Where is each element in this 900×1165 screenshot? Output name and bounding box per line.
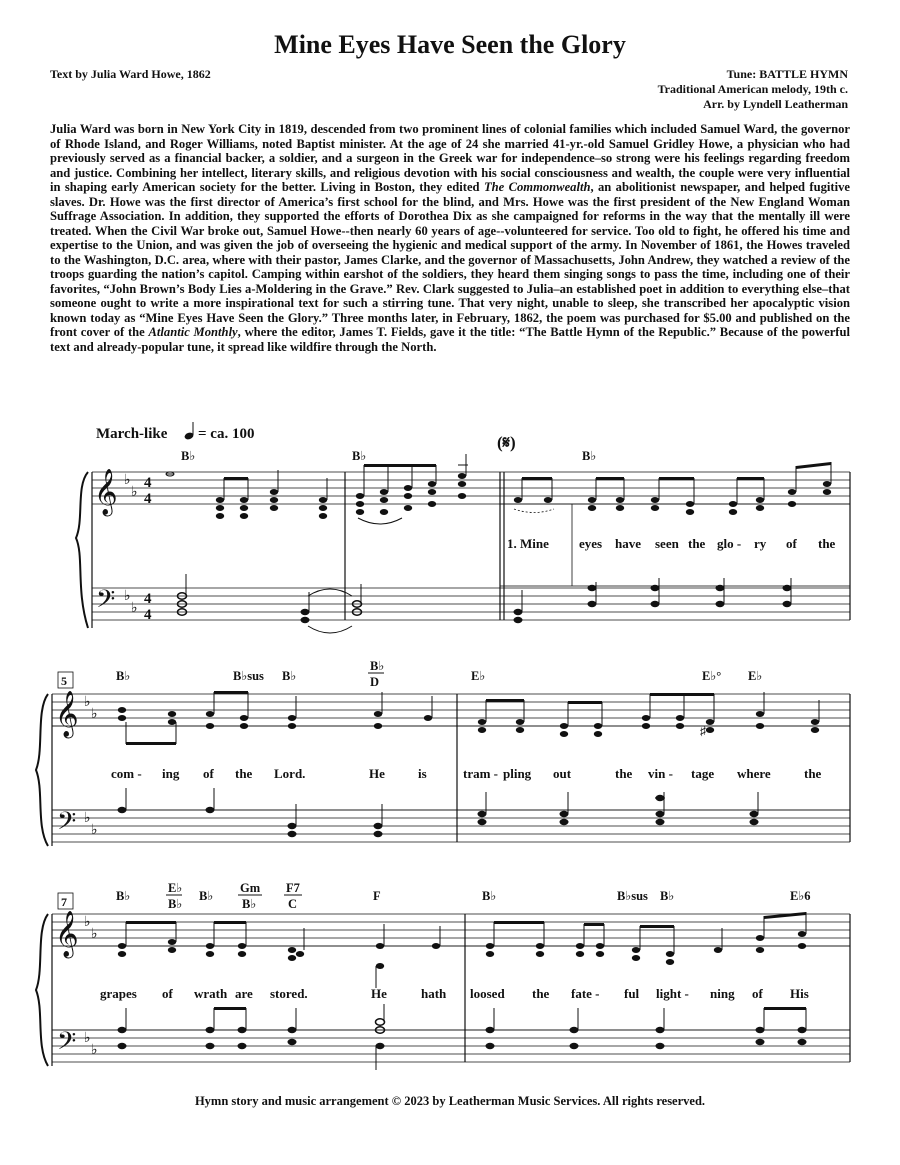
bass-staff [92, 588, 850, 620]
lyric-syllable: eyes [579, 536, 603, 551]
tune-name: Tune: BATTLE HYMN [726, 67, 848, 81]
lyric-syllable: light - [656, 986, 689, 1001]
bass-notes [118, 788, 759, 837]
chord-symbol: Gm [240, 881, 261, 895]
chord-symbol: E♭ [748, 669, 763, 683]
bass-clef-icon: 𝄢 [57, 1028, 77, 1061]
tune-origin: Traditional American melody, 19th c. [657, 82, 848, 96]
story-part-2: , an abolitionist newspaper, and helped fugitive slaves. Dr. Howe was the first director of America’s first school for the blind, and Mrs. Howe was the first president of the New England Woman Suffrage Association. In addition, they supported the efforts of Dorothea Dix as she campaigned for reforms in the way that the mentally ill were treated. When the Civil War broke out, Samuel Howe--then nearly 60 years of age--volunteered for service. Too old to fight, he offered his time and expertise to the Union, and was given the job of overseeing the hygienic and medical support of the army. In November of 1861, the Howes traveled to the Washington, D.C. area, where with their pastor, James Clarke, and the governor of Massachusetts, John Andrew, they watched a review of the troops guarding the nation’s capitol. Camping within earshot of the soldiers, they heard them singing songs to pass the time, including one of their favorites, “John Brown’s Body Lies a-Moldering in the Grave.” Rev. Clark suggested to Julia–an established poet in addition to everything else–that someone ought to write a more inspirational text for such a stirring tune. That very night, unable to sleep, she transcribed her apocalyptic vision known today as “Mine Eyes Have Seen the Glory.” Three months later, in February, 1862, the poem was purchased for $5.00 and published on the front cover of the [50, 180, 850, 339]
lyric-syllable: where [737, 766, 771, 781]
key-signature-flat-icon: ♭ [124, 473, 131, 488]
arranger: Arr. by Lyndell Leatherman [703, 97, 848, 111]
tempo-value: = ca. 100 [198, 426, 255, 442]
treble-staff [92, 472, 850, 504]
lyric-syllable: seen [655, 536, 679, 551]
lyric-syllable: stored. [270, 986, 308, 1001]
lyric-syllable: are [235, 986, 253, 1001]
chord-symbol: E♭6 [790, 889, 811, 903]
lyric-syllable: of [752, 986, 763, 1001]
bass-clef-icon: 𝄢 [96, 586, 116, 619]
lyric-syllable: out [553, 766, 572, 781]
key-signature-flat-icon: ♭ [91, 707, 98, 722]
lyric-syllable: loosed [470, 986, 505, 1001]
chord-symbol: F7 [286, 881, 300, 895]
svg-text:♯: ♯ [700, 724, 706, 738]
chord-symbol: D [370, 675, 380, 689]
lyric-syllable: wrath [194, 986, 228, 1001]
chord-symbol: B♭ [282, 669, 297, 683]
lyric-syllable: ry [754, 536, 767, 551]
lyric-syllable: ning [710, 986, 735, 1001]
story-part-3: , where the editor, James T. Fields, gave it the title: “The Battle Hymn of the Republic.” Because of the powerful text and already-popular tune, it spread like wildfire through the North. [50, 325, 850, 354]
chord-symbol: B♭ [482, 889, 497, 903]
lyric-syllable: ful [624, 986, 640, 1001]
key-signature-flat-icon: ♭ [91, 823, 98, 838]
text-credit: Text by Julia Ward Howe, 1862 [50, 67, 211, 81]
tempo-text: March-like [96, 426, 168, 442]
lyric-syllable: fate - [571, 986, 600, 1001]
brace [76, 472, 88, 628]
key-signature-flat-icon: ♭ [131, 485, 138, 500]
treble-clef-icon: 𝄞 [55, 911, 79, 956]
chord-symbol: B♭sus [617, 889, 648, 903]
lyric-syllable: vin - [648, 766, 673, 781]
lyric-syllable: pling [503, 766, 532, 781]
chord-symbol: E♭ [471, 669, 486, 683]
chord-symbol: C [288, 897, 298, 911]
chord-symbol: F [373, 889, 381, 903]
bass-staff [52, 810, 850, 842]
time-signature-bottom: 4 [144, 607, 152, 623]
segno-sign: (𝄋) [497, 433, 516, 452]
sheet-music [0, 410, 900, 1090]
key-signature-flat-icon: ♭ [91, 927, 98, 942]
hymn-story [50, 122, 850, 354]
lyric-syllable: the [532, 986, 550, 1001]
lyric-syllable: 1. Mine [507, 536, 549, 551]
copyright-footer: Hymn story and music arrangement © 2023 by Leatherman Music Services. All rights reserved. [194, 1094, 706, 1108]
chord-symbol: B♭ [370, 659, 385, 673]
chord-symbol: B♭ [116, 669, 131, 683]
lyric-syllable: have [615, 536, 641, 551]
lyric-syllable: of [162, 986, 173, 1001]
lyric-syllable: grapes [100, 986, 137, 1001]
chord-symbol: B♭ [168, 897, 183, 911]
key-signature-flat-icon: ♭ [84, 811, 91, 826]
lyric-syllable: tram - [463, 766, 499, 781]
lyric-syllable: the [818, 536, 836, 551]
key-signature-flat-icon: ♭ [91, 1043, 98, 1058]
bass-clef-icon: 𝄢 [57, 808, 77, 841]
story-title-atlantic: Atlantic Monthly [148, 325, 238, 339]
time-signature-top: 4 [144, 591, 152, 607]
chord-symbol: B♭ [242, 897, 257, 911]
brace [36, 914, 48, 1066]
lyric-syllable: He [369, 766, 385, 781]
quarter-note-icon [184, 422, 195, 441]
lyric-syllable: Lord. [274, 766, 306, 781]
brace [36, 694, 48, 846]
key-signature-flat-icon: ♭ [131, 601, 138, 616]
tune-credit [658, 67, 848, 112]
lyric-syllable: is [418, 766, 427, 781]
lyric-syllable: tage [691, 766, 715, 781]
treble-notes [118, 912, 806, 988]
lyric-syllable: the [804, 766, 822, 781]
key-signature-flat-icon: ♭ [84, 1031, 91, 1046]
treble-clef-icon: 𝄞 [94, 469, 118, 514]
lyric-syllable: com - [111, 766, 142, 781]
bass-notes [178, 574, 792, 633]
system-3 [36, 881, 850, 1070]
hymn-title: Mine Eyes Have Seen the Glory [274, 30, 626, 59]
chord-symbol: B♭sus [233, 669, 264, 683]
system-1 [76, 449, 850, 633]
lyric-syllable: His [790, 986, 809, 1001]
key-signature-flat-icon: ♭ [124, 589, 131, 604]
lyric-syllable: hath [421, 986, 447, 1001]
lyric-syllable: He [371, 986, 387, 1001]
chord-symbol: B♭ [352, 449, 367, 463]
chord-symbol: B♭ [181, 449, 196, 463]
measure-number: 5 [61, 674, 67, 688]
chord-symbol: B♭ [582, 449, 597, 463]
lyric-syllable: the [235, 766, 253, 781]
treble-notes [166, 454, 831, 524]
story-part-1: Julia Ward was born in New York City in 1819, descended from two prominent lines of colonial families which included Samuel Ward, the governor of Rhode Island, and Roger Williams, noted Baptist minister. At the age of 24 she married 41-yr.-old Samuel Gridley Howe, a physician who had previously served as a financial backer, a soldier, and a surgeon in the Greek war for independence–so strong were his feelings regarding freedom and justice. Combining her intellect, literary skills, and religious devotion with his social consciousness and wealth, the couple were very influential in shaping early American society for the better. Living in Boston, they edited [50, 122, 850, 194]
story-title-commonwealth: The Commonwealth [483, 180, 591, 194]
chord-symbol: B♭ [199, 889, 214, 903]
lyric-syllable: glo - [717, 536, 742, 551]
lyric-syllable: ing [162, 766, 180, 781]
lyric-syllable: of [203, 766, 214, 781]
lyric-syllable: the [615, 766, 633, 781]
measure-number: 7 [61, 895, 67, 909]
lyric-syllable: of [786, 536, 797, 551]
bass-notes [118, 1004, 807, 1070]
key-signature-flat-icon: ♭ [84, 915, 91, 930]
treble-clef-icon: 𝄞 [55, 691, 79, 736]
bass-staff [52, 1030, 850, 1062]
time-signature-top: 4 [144, 475, 152, 491]
key-signature-flat-icon: ♭ [84, 695, 91, 710]
system-2 [36, 659, 850, 846]
chord-symbol: E♭° [702, 669, 722, 683]
chord-symbol: B♭ [660, 889, 675, 903]
chord-symbol: E♭ [168, 881, 183, 895]
lyric-syllable: the [688, 536, 706, 551]
chord-symbol: B♭ [116, 889, 131, 903]
time-signature-bottom: 4 [144, 491, 152, 507]
